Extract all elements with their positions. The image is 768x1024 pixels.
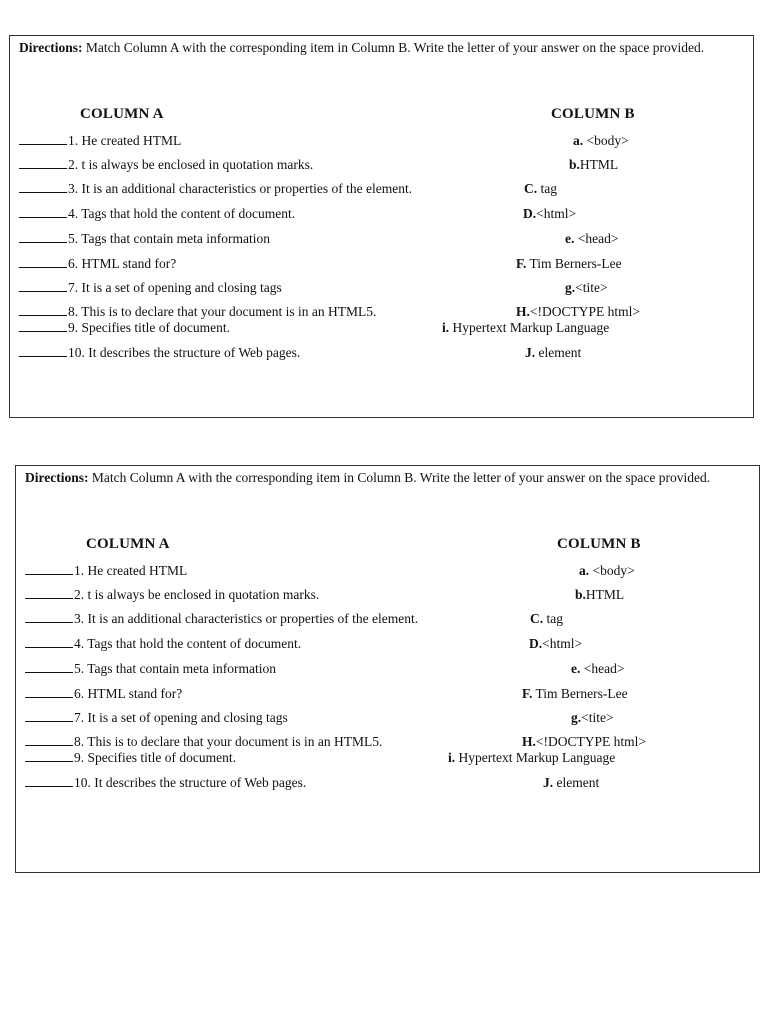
answer-blank (19, 304, 67, 316)
answer-blank (19, 345, 67, 357)
column-b-item: C. tag (524, 181, 557, 196)
column-b-item: g.<tite> (565, 280, 608, 295)
answer-blank (19, 157, 67, 169)
answer-blank (19, 256, 67, 268)
column-b-item: J. element (543, 775, 600, 790)
column-a-item: 10. It describes the structure of Web pages. (25, 775, 306, 791)
column-a-item: 2. t is always be enclosed in quotation marks. (25, 587, 319, 603)
answer-blank (25, 563, 73, 575)
worksheet-box-1 (9, 35, 754, 418)
column-a-item: 1. He created HTML (19, 133, 181, 149)
column-b-header: COLUMN B (557, 536, 641, 552)
column-b-item: H.<!DOCTYPE html> (522, 734, 646, 749)
column-a-item: 6. HTML stand for? (25, 686, 182, 702)
column-a-item: 4. Tags that hold the content of document. (19, 206, 295, 222)
directions-text (19, 39, 747, 56)
answer-blank (25, 661, 73, 673)
column-b-item: C. tag (530, 611, 563, 626)
column-b-item: H.<!DOCTYPE html> (516, 304, 640, 319)
answer-blank (19, 231, 67, 243)
column-b-item: J. element (525, 345, 582, 360)
column-a-item: 5. Tags that contain meta information (19, 231, 270, 247)
column-b-item: b.HTML (569, 157, 619, 172)
answer-blank (19, 280, 67, 292)
column-a-header: COLUMN A (80, 106, 164, 122)
answer-blank (25, 710, 73, 722)
column-b-item: D.<html> (523, 206, 577, 221)
answer-blank (25, 611, 73, 623)
directions-body: Match Column A with the corresponding item in Column B. Write the letter of your answer on the space provided. (88, 470, 711, 485)
column-b-item: F. Tim Berners-Lee (516, 256, 622, 271)
column-a-item: 3. It is an additional characteristics or properties of the element. (19, 181, 412, 197)
column-b-item: b.HTML (575, 587, 625, 602)
answer-blank (25, 587, 73, 599)
column-a-item: 4. Tags that hold the content of document. (25, 636, 301, 652)
worksheet-box-2 (15, 465, 760, 873)
column-a-item: 6. HTML stand for? (19, 256, 176, 272)
column-b-item: a. <body> (579, 563, 635, 578)
column-a-item: 9. Specifies title of document. (19, 320, 230, 336)
directions-label: Directions: (19, 40, 83, 55)
column-b-item: D.<html> (529, 636, 583, 651)
column-b-item: e. <head> (565, 231, 619, 246)
column-a-item: 8. This is to declare that your document is in an HTML5. (25, 734, 382, 750)
column-a-item: 7. It is a set of opening and closing tags (25, 710, 288, 726)
answer-blank (19, 181, 67, 193)
column-b-item: i. Hypertext Markup Language (442, 320, 610, 335)
directions-text (25, 469, 753, 486)
column-b-item: a. <body> (573, 133, 629, 148)
column-a-item: 1. He created HTML (25, 563, 187, 579)
answer-blank (19, 133, 67, 145)
answer-blank (25, 734, 73, 746)
column-a-item: 7. It is a set of opening and closing tags (19, 280, 282, 296)
column-b-item: i. Hypertext Markup Language (448, 750, 616, 765)
answer-blank (19, 320, 67, 332)
column-a-header: COLUMN A (86, 536, 170, 552)
column-a-item: 10. It describes the structure of Web pages. (19, 345, 300, 361)
column-a-item: 3. It is an additional characteristics or properties of the element. (25, 611, 418, 627)
answer-blank (25, 775, 73, 787)
column-b-item: g.<tite> (571, 710, 614, 725)
column-b-header: COLUMN B (551, 106, 635, 122)
answer-blank (19, 206, 67, 218)
column-a-item: 5. Tags that contain meta information (25, 661, 276, 677)
answer-blank (25, 750, 73, 762)
column-a-item: 8. This is to declare that your document is in an HTML5. (19, 304, 376, 320)
directions-label: Directions: (25, 470, 89, 485)
column-a-item: 9. Specifies title of document. (25, 750, 236, 766)
answer-blank (25, 686, 73, 698)
directions-body: Match Column A with the corresponding item in Column B. Write the letter of your answer on the space provided. (82, 40, 705, 55)
answer-blank (25, 636, 73, 648)
column-b-item: e. <head> (571, 661, 625, 676)
column-b-item: F. Tim Berners-Lee (522, 686, 628, 701)
column-a-item: 2. t is always be enclosed in quotation marks. (19, 157, 313, 173)
